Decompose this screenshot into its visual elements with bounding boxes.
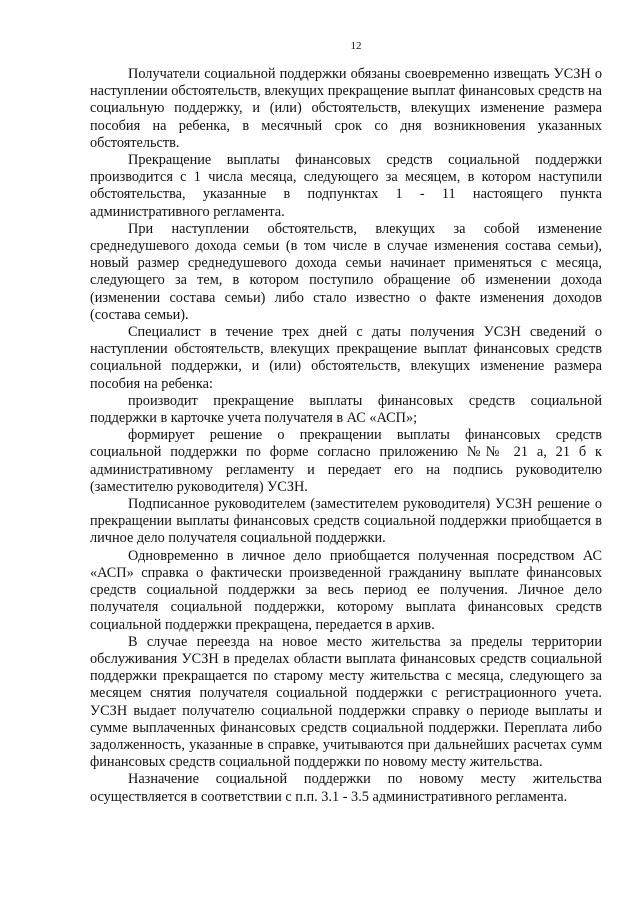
paragraph-termination-date: Прекращение выплаты финансовых средств социальной поддержки производится с 1 числа месяца, следующего за месяцем, в котором наступили обстоятельства, указанные в подпунктах 1 - 11 настоящего пункта административного регламента. <box>90 152 602 220</box>
paragraph-action-stop-payment: производит прекращение выплаты финансовых средств социальной поддержки в карточке учета получателя в АС «АСП»; <box>90 392 602 427</box>
paragraph-archive: Одновременно в личное дело приобщается полученная посредством АС «АСП» справка о фактически произведенной гражданину выплате финансовых средств социальной поддержки за весь период ее получения. Личное дело получателя социальной поддержки, которому выплата финансовых средств социальной поддержки прекращена, передается в архив. <box>90 547 602 633</box>
paragraph-new-residence: Назначение социальной поддержки по новому месту жительства осуществляется в соответствии с п.п. 3.1 - 3.5 административного регламента. <box>90 771 602 805</box>
paragraph-income-change: При наступлении обстоятельств, влекущих за собой изменение среднедушевого дохода семьи (в том числе в случае изменения состава семьи), новый размер среднедушевого дохода семьи начинает применяться с месяца, следующего за тем, в котором поступило обращение об изменении дохода (изменении состава семьи) либо стало известно о факте изменения доходов (состава семьи). <box>90 220 602 323</box>
paragraph-specialist-actions: Специалист в течение трех дней с даты получения УСЗН сведений о наступлении обстоятельств, влекущих прекращение выплат финансовых средств социальной поддержки, и (или) обстоятельств, влекущих изменение размера пособия на ребенка: <box>90 324 602 392</box>
paragraph-action-decision: формирует решение о прекращении выплаты финансовых средств социальной поддержки по форме согласно приложению №№ 21 а, 21 б к административному регламенту и передает его на подпись руководителю (заместителю руководителя) УСЗН. <box>90 427 602 495</box>
paragraph-signed-decision: Подписанное руководителем (заместителем руководителя) УСЗН решение о прекращении выплаты финансовых средств социальной поддержки приобщается в личное дело получателя социальной поддержки. <box>90 496 602 547</box>
paragraph-relocation: В случае переезда на новое место жительства за пределы территории обслуживания УСЗН в пределах области выплата финансовых средств социальной поддержки прекращается по старому месту жительства с месяца, следующего за месяцем снятия получателя социальной поддержки с регистрационного учета. УСЗН выдает получателю социальной поддержки справку о периоде выплаты и сумме выплаченных финансовых средств социальной поддержки. Переплата либо задолженность, указанные в справке, учитываются при дальнейших расчетах сумм финансовых средств социальной поддержки по новому месту жительства. <box>90 633 602 771</box>
paragraph-notification-duty: Получатели социальной поддержки обязаны своевременно извещать УСЗН о наступлении обстоятельств, влекущих прекращение выплат финансовых средств на социальную поддержку, и (или) обстоятельств, влекущих изменение размера пособия на ребенка, в месячный срок со дня возникновения указанных обстоятельств. <box>90 66 602 151</box>
page-number: 12 <box>350 40 362 52</box>
